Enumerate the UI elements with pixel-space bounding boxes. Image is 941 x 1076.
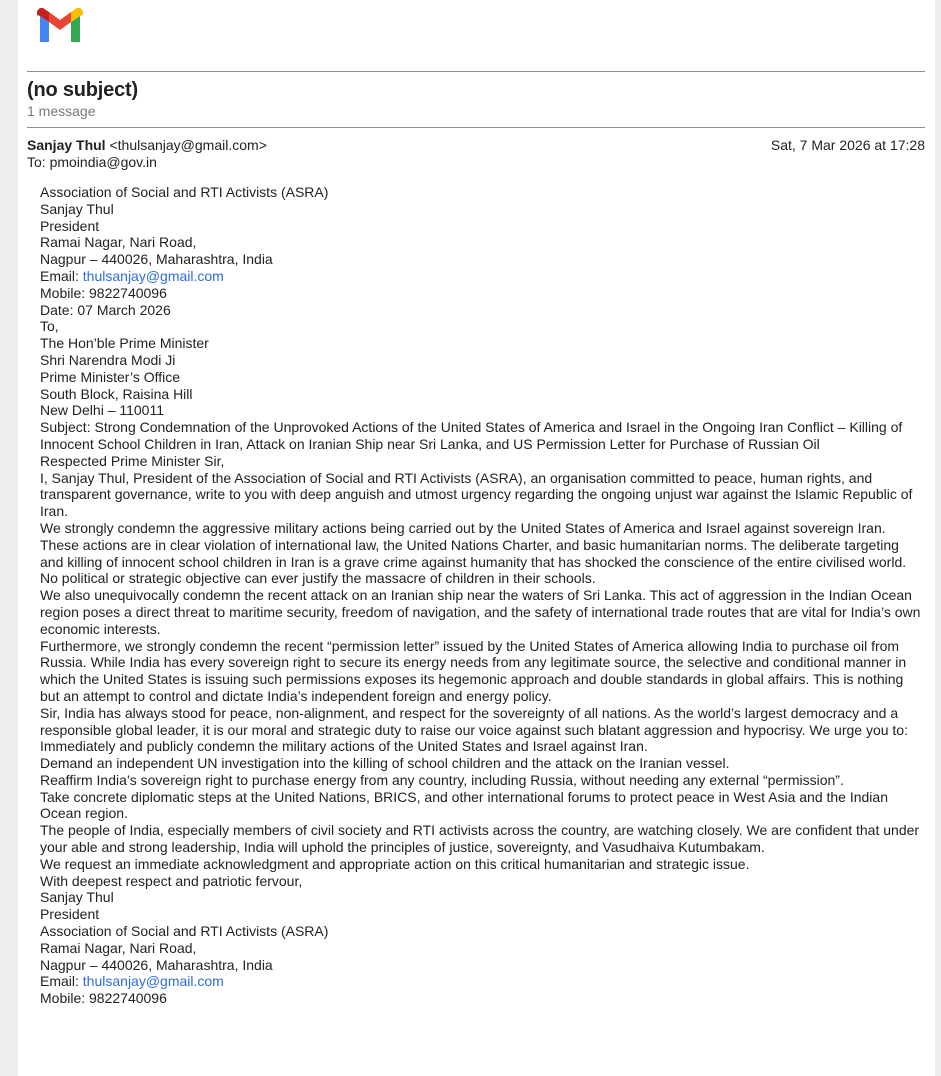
sender-line xyxy=(27,137,267,153)
recipient-line-2: Shri Narendra Modi Ji xyxy=(40,351,176,368)
sender-role: President xyxy=(40,217,100,234)
message-body xyxy=(40,184,925,1007)
email-subject: (no subject) xyxy=(27,79,138,101)
paragraph: The people of India, especially members of civil society and RTI activists across the country, are watching closely. We are confident that under your able and strong leadership, India will uphold the principles of justice, sovereignty, and Vasudhaiva Kutumbakam. xyxy=(40,822,920,856)
signature-address-2: Nagpur – 440026, Maharashtra, India xyxy=(40,956,273,973)
closing: With deepest respect and patriotic fervour, xyxy=(40,872,303,889)
sender-name: Sanjay Thul xyxy=(27,137,106,153)
signature-role: President xyxy=(40,906,100,923)
recipient-line-4: South Block, Raisina Hill xyxy=(40,385,193,402)
paragraph: Sir, India has always stood for peace, non-alignment, and respect for the sovereignty of all nations. As the world’s largest democracy and a responsible global leader, it is our moral and strategic duty to raise our voice against such blatant aggression and hypocrisy. We urge you to: xyxy=(40,704,908,738)
address-line-2: Nagpur – 440026, Maharashtra, India xyxy=(40,251,273,268)
address-line-1: Ramai Nagar, Nari Road, xyxy=(40,234,197,251)
demand-item: Take concrete diplomatic steps at the United Nations, BRICS, and other international forums to protect peace in West Asia and the Indian Ocean region. xyxy=(40,788,888,822)
signature-email-link[interactable]: thulsanjay@gmail.com xyxy=(82,973,224,990)
mobile-line: Mobile: 9822740096 xyxy=(40,284,167,301)
signature-address-1: Ramai Nagar, Nari Road, xyxy=(40,939,197,956)
recipient-line-1: The Hon’ble Prime Minister xyxy=(40,335,209,352)
paragraph: Furthermore, we strongly condemn the recent “permission letter” issued by the United States of America allowing India to purchase oil from Russia. While India has every sovereign right to secure its energy needs from any legitimate source, the selective and conditional manner in which the United States is issuing such permissions exposes its hegemonic approach and double standards in global affairs. This is nothing but an attempt to control and dictate India’s independent foreign and energy policy. xyxy=(40,637,907,704)
sender-name-line: Sanjay Thul xyxy=(40,200,114,217)
gmail-logo-icon xyxy=(37,8,83,44)
letter-subject: Subject: Strong Condemnation of the Unprovoked Actions of the United States of America and Israel in the Ongoing Iran Conflict – Killing of Innocent School Children in Iran, Attack on Iranian Ship near Sri Lanka, and US Permission Letter for Purchase of Russian Oil xyxy=(40,419,903,452)
subject-divider xyxy=(27,127,925,128)
email-print-page xyxy=(18,0,935,1076)
salutation: Respected Prime Minister Sir, xyxy=(40,452,225,469)
signature-mobile: Mobile: 9822740096 xyxy=(40,990,167,1007)
signature-org: Association of Social and RTI Activists (ASRA) xyxy=(40,923,329,940)
signature-name: Sanjay Thul xyxy=(40,889,114,906)
paragraph: We strongly condemn the aggressive military actions being carried out by the United States of America and Israel against sovereign Iran. These actions are in clear violation of international law, the United Nations Charter, and basic humanitarian norms. The deliberate targeting and killing of innocent school children in Iran is a grave crime against humanity that has shocked the conscience of the entire civilised world. No political or strategic objective can ever justify the massacre of children in their schools. xyxy=(40,519,907,587)
email-link[interactable]: thulsanjay@gmail.com xyxy=(82,267,224,284)
sender-email: <thulsanjay@gmail.com> xyxy=(109,137,267,153)
signature-email-line: Email: thulsanjay@gmail.com xyxy=(40,973,224,990)
email-line: Email: thulsanjay@gmail.com xyxy=(40,267,224,284)
paragraph: I, Sanjay Thul, President of the Association of Social and RTI Activists (ASRA), an organisation committed to peace, human rights, and transparent governance, write to you with deep anguish and utmost urgency regarding the ongoing unjust war against the Islamic Republic of Iran. xyxy=(40,469,913,520)
to-line: To, xyxy=(40,318,59,335)
org-name: Association of Social and RTI Activists (ASRA) xyxy=(40,184,329,200)
demand-item: Reaffirm India’s sovereign right to purchase energy from any country, including Russia, without needing any external “permission”. xyxy=(40,771,844,788)
message-count: 1 message xyxy=(27,103,96,119)
recipient-line-3: Prime Minister’s Office xyxy=(40,368,181,385)
header-divider xyxy=(27,71,925,72)
message-date: Sat, 7 Mar 2026 at 17:28 xyxy=(770,137,925,153)
paragraph: We request an immediate acknowledgment and appropriate action on this critical humanitarian and strategic issue. xyxy=(40,855,750,872)
paragraph: We also unequivocally condemn the recent attack on an Iranian ship near the waters of Sri Lanka. This act of aggression in the Indian Ocean region poses a direct threat to maritime security, freedom of navigation, and the safety of international trade routes that are vital for India’s own economic interests. xyxy=(40,587,921,637)
letter-date: Date: 07 March 2026 xyxy=(40,301,171,318)
recipient-line-5: New Delhi – 110011 xyxy=(40,402,165,419)
recipient-line: To: pmoindia@gov.in xyxy=(27,154,157,170)
demand-item: Immediately and publicly condemn the military actions of the United States and Israel against Iran. xyxy=(40,738,648,755)
demand-item: Demand an independent UN investigation into the killing of school children and the attack on the Iranian vessel. xyxy=(40,755,730,772)
